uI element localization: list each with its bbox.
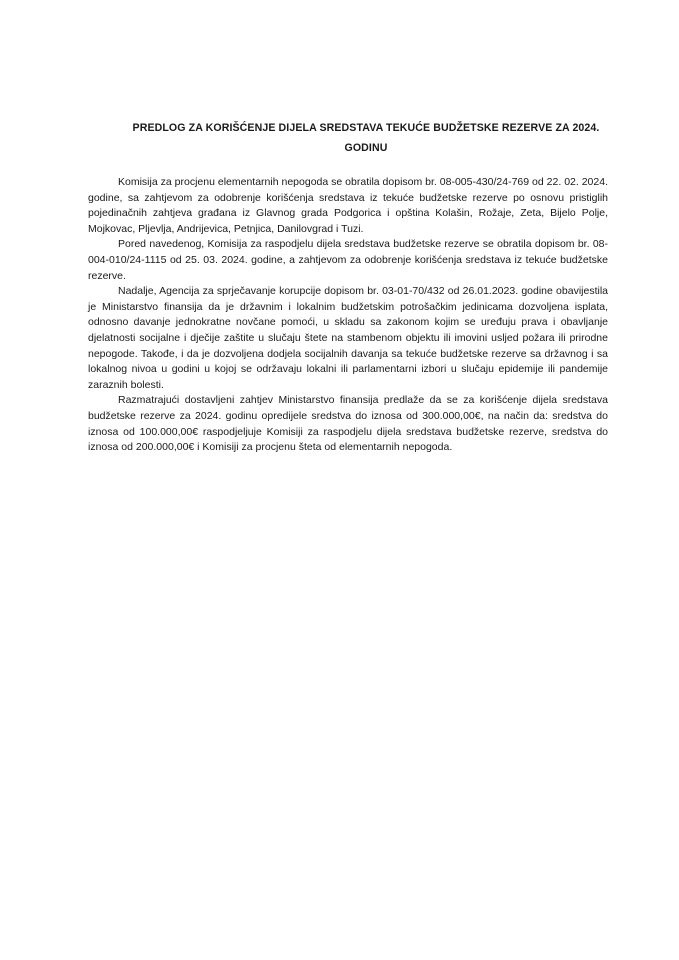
title-line-2: GODINU (344, 142, 388, 154)
paragraph-anticorruption-agency: Nadalje, Agencija za sprječavanje korupcije dopisom br. 03-01-70/432 od 26.01.2023. godine obavijestila je Ministarstvo finansija da je državnim i lokalnim budžetskim potrošačkim jedinicama dozvoljena isplata, odnosno davanje jednokratne novčane pomoći, u skladu sa zakonom kojim se uređuju prava i obavljanje djelatnosti socijalne i dječije zaštite u slučaju štete na stambenom objektu ili imovini usljed požara ili prirodne nepogode. Takođe, i da je dozvoljena dodjela socijalnih davanja sa tekuće budžetske rezerve sa državnog i sa lokalnog nivoa u godini u kojoj se održavaju lokalni ili parlamentarni izbori u slučaju epidemije ili pandemije zaraznih bolesti. (88, 285, 608, 391)
document-body (88, 175, 608, 456)
paragraph-commission-request: Komisija za procjenu elementarnih nepogoda se obratila dopisom br. 08-005-430/24-769 od 22. 02. 2024. godine, sa zahtjevom za odobrenje korišćenja sredstava iz tekuće budžetske rezerve po osnovu pristiglih pojedinačnih zahtjeva građana iz Glavnog grada Podgorica i opština Kolašin, Rožaje, Zeta, Bijelo Polje, Mojkovac, Pljevlja, Andrijevica, Petnjica, Danilovgrad i Tuzi. (88, 176, 608, 235)
document-title (86, 118, 646, 158)
paragraph-ministry-proposal: Razmatrajući dostavljeni zahtjev Ministarstvo finansija predlaže da se za korišćenje dijela sredstava budžetske rezerve za 2024. godinu opredijele sredstva do iznosa od 300.000,00€, na način da: sredstva do iznosa od 100.000,00€ raspodjeljuje Komisiji za raspodjelu dijela sredstava budžetske rezerve, sredstva do iznosa od 200.000,00€ i Komisiji za procjenu šteta od elementarnih nepogoda. (88, 394, 608, 454)
title-line-1: PREDLOG ZA KORIŠĆENJE DIJELA SREDSTAVA TEKUĆE BUDŽETSKE REZERVE ZA 2024. (132, 122, 600, 134)
paragraph-distribution-commission: Pored navedenog, Komisija za raspodjelu dijela sredstava budžetske rezerve se obratila dopisom br. 08-004-010/24-1115 od 25. 03. 2024. godine, a zahtjevom za odobrenje korišćenja sredstava iz tekuće budžetske rezerve. (88, 238, 608, 282)
